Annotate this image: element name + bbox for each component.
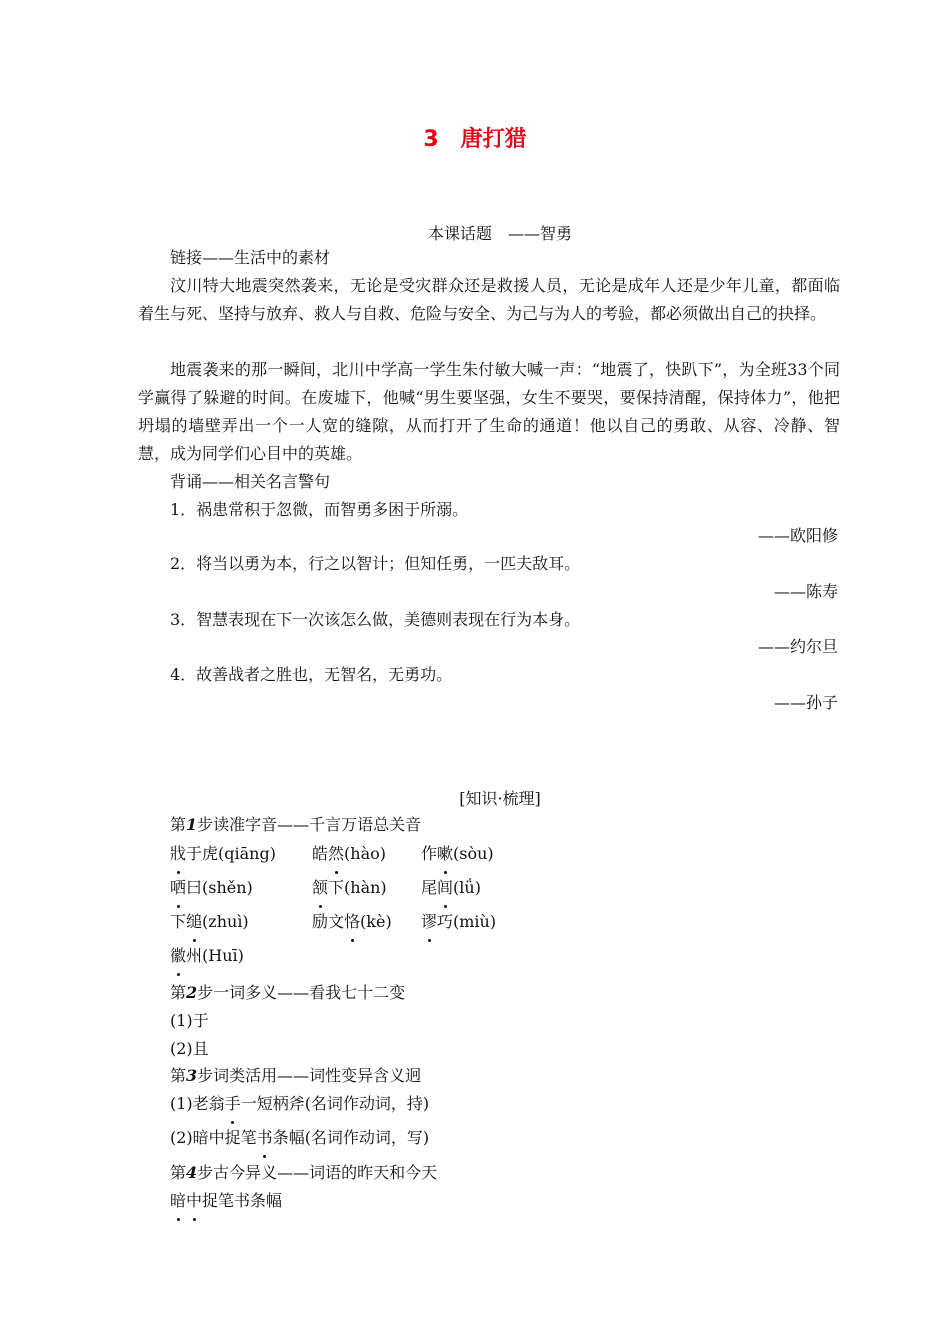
dotted-char: 缒 bbox=[186, 908, 202, 936]
dotted-char: 戕 bbox=[170, 840, 186, 868]
vocab-rest: (sòu) bbox=[453, 844, 494, 863]
step-2-heading bbox=[170, 979, 405, 1007]
dotted-char: 谬 bbox=[421, 908, 437, 936]
recite-heading: 背诵——相关名言警句 bbox=[170, 472, 331, 491]
step-text: 步一词多义——看我七十二变 bbox=[197, 983, 406, 1002]
vocab-rest: (zhuì) bbox=[202, 912, 249, 931]
step-text: 步读准字音——千言万语总关音 bbox=[197, 815, 422, 834]
step-number: 4 bbox=[186, 1163, 198, 1182]
dotted-char: 书 bbox=[257, 1124, 273, 1152]
vocab-item bbox=[170, 840, 276, 868]
vocab-pre: 励文 bbox=[312, 912, 345, 931]
quote-1: 1．祸患常积于忽微，而智勇多困于所溺。 bbox=[170, 500, 469, 519]
quote-4: 4．故善战者之胜也，无智名，无勇功。 bbox=[170, 665, 453, 684]
quote-3-author: ——约尔旦 bbox=[757, 637, 838, 656]
step-3-item-1 bbox=[170, 1090, 429, 1118]
vocab-rest: (kè) bbox=[360, 912, 392, 931]
item-rest: 捉笔书条幅 bbox=[202, 1191, 283, 1210]
quote-2-author: ——陈寿 bbox=[773, 582, 838, 601]
step-3-heading bbox=[170, 1062, 421, 1090]
vocab-rest: 巧(miù) bbox=[437, 912, 497, 931]
item-rest: 一短柄斧(名词作动词，持) bbox=[240, 1094, 430, 1113]
step-number: 1 bbox=[186, 815, 198, 834]
step-number: 3 bbox=[186, 1066, 198, 1085]
link-paragraph-2: 地震袭来的那一瞬间，北川中学高一学生朱付敏大喊一声：“地震了，快趴下”，为全班33个同学赢得了躲避的时间。在废墟下，他喊“男生要坚强，女生不要哭，要保持清醒，保持体力”，他把坍塌的墙壁弄出一个一人宽的缝隙，从而打开了生命的通道！他以自己的勇敢、从容、冷静、智慧，成为同学们心目中的英雄。 bbox=[138, 360, 840, 463]
step-text: 步古今异义——词语的昨天和今天 bbox=[197, 1163, 438, 1182]
vocab-pre: 皓 bbox=[312, 844, 329, 863]
dotted-char: 闾 bbox=[437, 874, 453, 902]
lesson-title bbox=[0, 122, 950, 153]
dotted-char: 徽 bbox=[170, 942, 186, 970]
dotted-char: 手 bbox=[225, 1090, 241, 1118]
vocab-item bbox=[170, 874, 253, 902]
vocab-item bbox=[421, 908, 496, 936]
step-prefix: 第 bbox=[170, 1066, 187, 1085]
vocab-rest: (lǘ) bbox=[453, 878, 481, 897]
vocab-item bbox=[312, 908, 392, 936]
step-4-item bbox=[170, 1187, 282, 1215]
vocab-rest: 曰(shěn) bbox=[186, 878, 253, 897]
knowledge-heading: [知识·梳理] bbox=[459, 789, 541, 808]
step-prefix: 第 bbox=[170, 983, 187, 1002]
quote-4-author: ——孙子 bbox=[773, 693, 838, 712]
vocab-item bbox=[421, 840, 494, 868]
item-rest: 条幅(名词作动词，写) bbox=[272, 1128, 430, 1147]
quote-1-author: ——欧阳修 bbox=[757, 526, 838, 545]
vocab-item bbox=[421, 874, 481, 902]
step-2-item-1: (1)于 bbox=[170, 1011, 209, 1030]
dotted-char: 然 bbox=[328, 840, 344, 868]
vocab-rest: (hào) bbox=[344, 844, 386, 863]
quote-2: 2．将当以勇为本，行之以智计；但知任勇，一匹夫敌耳。 bbox=[170, 554, 581, 573]
vocab-rest: 下(hàn) bbox=[328, 878, 387, 897]
vocab-item bbox=[312, 840, 386, 868]
link-heading: 链接——生活中的素材 bbox=[170, 248, 331, 267]
step-2-item-2: (2)且 bbox=[170, 1039, 209, 1058]
step-4-heading bbox=[170, 1159, 437, 1187]
dotted-char: 恪 bbox=[344, 908, 360, 936]
vocab-pre: 下 bbox=[170, 912, 187, 931]
dotted-char: 中 bbox=[186, 1187, 202, 1215]
step-text: 步词类活用——词性变异含义迥 bbox=[197, 1066, 422, 1085]
vocab-rest: 于虎(qiāng) bbox=[186, 844, 276, 863]
dotted-char: 暗 bbox=[170, 1187, 186, 1215]
vocab-item bbox=[170, 942, 244, 970]
step-prefix: 第 bbox=[170, 815, 187, 834]
link-paragraph-1: 汶川特大地震突然袭来，无论是受灾群众还是救援人员，无论是成年人还是少年儿童，都面临着生与死、坚持与放弃、救人与自救、危险与安全、为己与为人的考验，都必须做出自己的抉择。 bbox=[138, 276, 840, 323]
lesson-title-text: 唐打猎 bbox=[460, 127, 527, 152]
step-1-heading bbox=[170, 811, 421, 839]
vocab-pre: 尾 bbox=[421, 878, 438, 897]
topic-heading: 本课话题 ——智勇 bbox=[427, 224, 572, 243]
vocab-item bbox=[170, 908, 249, 936]
vocab-item bbox=[312, 874, 387, 902]
lesson-number: 3 bbox=[423, 127, 439, 152]
step-3-item-2 bbox=[170, 1124, 429, 1152]
vocab-pre: 作 bbox=[421, 844, 438, 863]
dotted-char: 颔 bbox=[312, 874, 328, 902]
quote-3: 3．智慧表现在下一次该怎么做，美德则表现在行为本身。 bbox=[170, 610, 581, 629]
dotted-char: 嗽 bbox=[437, 840, 453, 868]
vocab-rest: 州(Huī) bbox=[186, 946, 244, 965]
step-prefix: 第 bbox=[170, 1163, 187, 1182]
dotted-char: 哂 bbox=[170, 874, 186, 902]
step-number: 2 bbox=[186, 983, 198, 1002]
item-pre: (1)老翁 bbox=[170, 1094, 225, 1113]
item-pre: (2)暗中捉笔 bbox=[170, 1128, 257, 1147]
